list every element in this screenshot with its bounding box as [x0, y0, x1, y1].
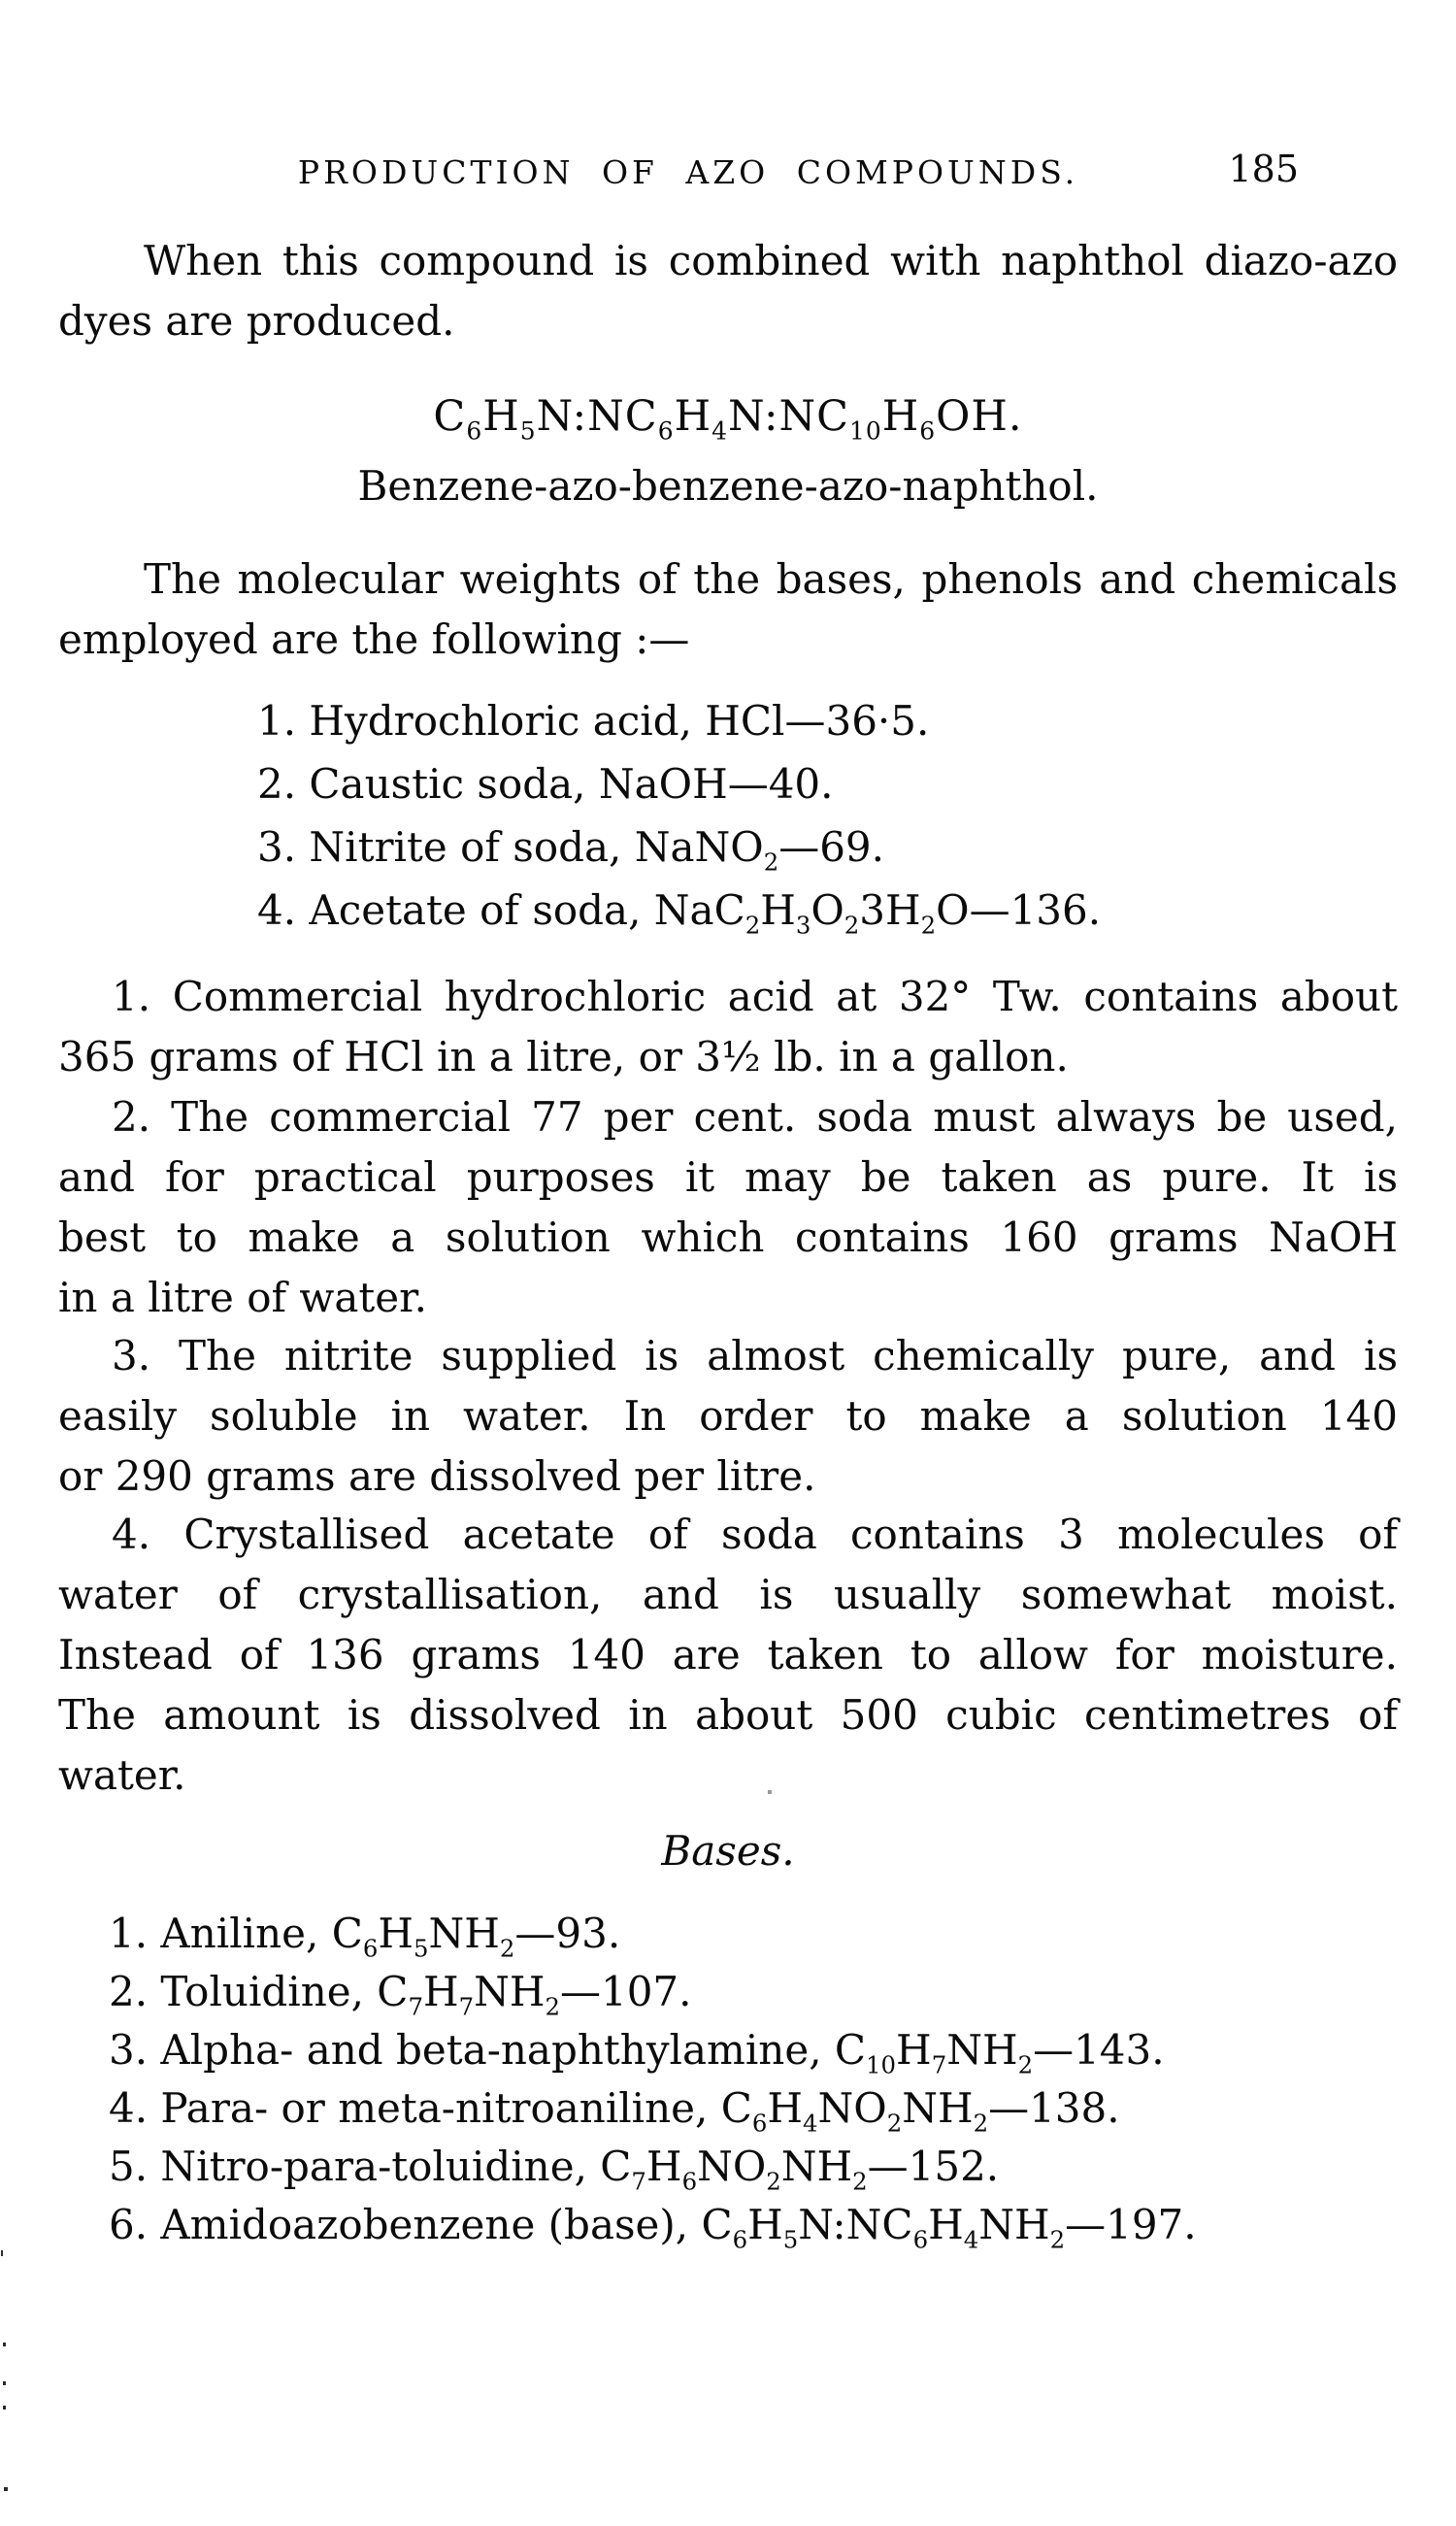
note-line: and for practical purposes it may be taken as pure. It is — [58, 1153, 1398, 1201]
chemical-formula: $C_6H_5N:NC_6H_4N:NC_{10}H_6OH$. — [433, 392, 1023, 446]
intro-paragraph — [58, 231, 1398, 351]
note-line: 3. The nitrite supplied is almost chemically pure, and is — [112, 1332, 1398, 1379]
chemicals-list-item: 2. Caustic soda, NaOH—40. — [257, 760, 834, 808]
running-head: PRODUCTION OF AZO COMPOUNDS. — [297, 153, 1079, 191]
weights-intro-paragraph — [58, 549, 1398, 670]
note-line: 1. Commercial hydrochloric acid at 32° Tw. contains about — [112, 973, 1398, 1020]
note-line: or 290 grams are dissolved per litre. — [58, 1452, 816, 1500]
note-line: water of crystallisation, and is usually somewhat moist. — [58, 1571, 1398, 1618]
note-paragraph-3 — [58, 1326, 1398, 1507]
bases-list-item: 6. Amidoazobenzene (base), $C_6H_5N:NC_6H_4NH_2—197$. — [109, 2201, 1197, 2254]
note-line: water. — [58, 1751, 186, 1799]
scan-speckle — [3, 2406, 6, 2410]
weights-intro-line: The molecular weights of the bases, phenols and chemicals — [144, 555, 1398, 603]
note-line: in a litre of water. — [58, 1274, 427, 1321]
note-line: The amount is dissolved in about 500 cubic centimetres of — [58, 1691, 1398, 1739]
intro-line: When this compound is combined with naphthol diazo-azo — [144, 237, 1398, 284]
formula-caption: Benzene-azo-benzene-azo-naphthol. — [357, 462, 1099, 510]
note-line: 365 grams of HCl in a litre, or 3½ lb. in a gallon. — [58, 1033, 1069, 1080]
chemicals-list — [257, 689, 1101, 942]
bases-list-item: 1. Aniline, $C_6H_5NH_2—93$. — [109, 1910, 621, 1963]
bases-list-item: 2. Toluidine, $C_7H_7NH_2—107$. — [109, 1968, 692, 2021]
chemical-formula-block — [58, 384, 1398, 518]
note-paragraph-1 — [58, 967, 1398, 1087]
chemicals-list-item: 1. Hydrochloric acid, HCl—36·5. — [257, 697, 930, 745]
note-line: Instead of 136 grams 140 are taken to allow for moisture. — [58, 1631, 1398, 1678]
bases-list — [109, 1905, 1197, 2254]
bases-heading: Bases. — [661, 1827, 795, 1875]
note-line: 4. Crystallised acetate of soda contains 3 molecules of — [112, 1511, 1398, 1558]
note-line: easily soluble in water. In order to make a solution 140 — [58, 1392, 1398, 1440]
note-paragraph-4 — [58, 1505, 1398, 1806]
scan-speckle — [3, 2343, 6, 2346]
scan-speckle — [4, 2487, 8, 2491]
note-paragraph-2 — [58, 1087, 1398, 1328]
scan-speckle — [3, 2381, 6, 2385]
note-line: best to make a solution which contains 160 grams NaOH — [58, 1213, 1398, 1261]
bases-list-item: 4. Para- or meta-nitroaniline, $C_6H_4NO_2NH_2—138$. — [109, 2084, 1120, 2138]
note-line: 2. The commercial 77 per cent. soda must always be used, — [112, 1093, 1398, 1141]
bases-list-item: 3. Alpha- and beta-naphthylamine, $C_{10}H_7NH_2—143$. — [109, 2026, 1165, 2079]
weights-intro-line: employed are the following :— — [58, 615, 690, 663]
bases-list-item: 5. Nitro-para-toluidine, $C_7H_6NO_2NH_2—152$. — [109, 2143, 1000, 2196]
scan-speckle — [768, 1790, 772, 1794]
intro-line: dyes are produced. — [58, 297, 455, 345]
page-number: 185 — [1228, 148, 1299, 190]
chemicals-list-item: 3. Nitrite of soda, NaNO$_2$—69. — [257, 823, 884, 877]
scan-speckle — [1, 2250, 3, 2256]
chemicals-list-item: 4. Acetate of soda, $NaC_2H_3O_23H_2O—136$. — [257, 886, 1102, 940]
